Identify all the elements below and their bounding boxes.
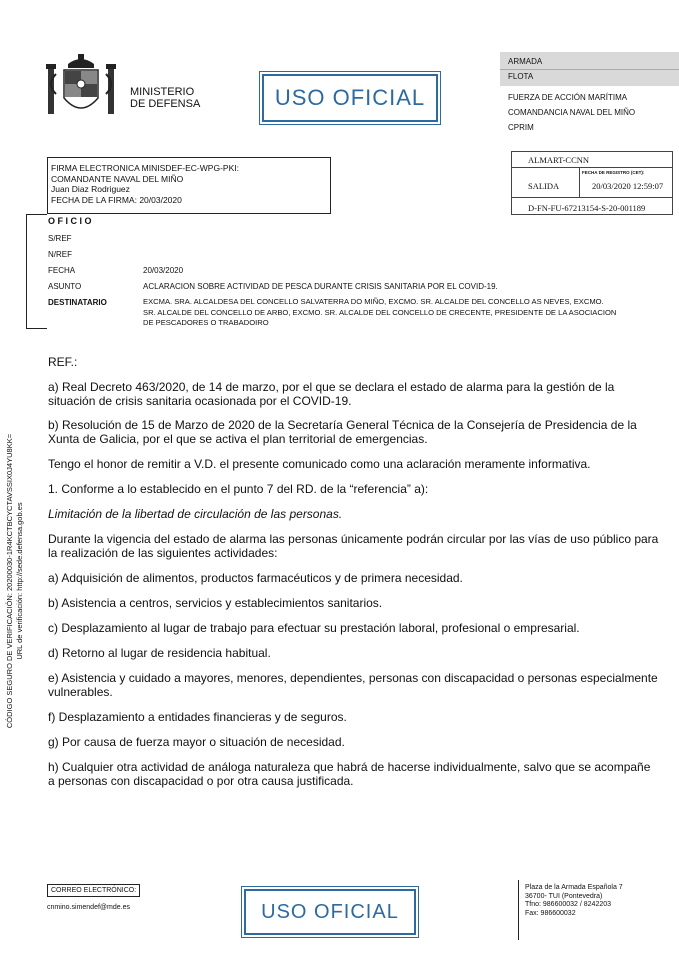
address-line2: 36700- TUI (Pontevedra): [525, 892, 603, 900]
ref-b-line1: b) Resolución de 15 de Marzo de 2020 de la Secretaría General Técnica de la Consejería de Presidencia de la: [48, 418, 637, 432]
registry-box: [511, 151, 673, 215]
registry-code: ALMART-CCNN: [528, 155, 590, 165]
list-item-b: b) Asistencia a centros, servicios y establecimientos sanitarios.: [48, 596, 383, 610]
list-item-g: g) Por causa de fuerza mayor o situación de necesidad.: [48, 735, 345, 749]
durante-line1: Durante la vigencia del estado de alarma las personas únicamente podrán circular por las vías de uso público para: [48, 532, 659, 546]
oficio-bracket: [26, 214, 47, 329]
address-block: [525, 884, 623, 918]
email-label: CORREO ELECTRÓNICO:: [47, 884, 140, 897]
destinatario-line2: SR. ALCALDE DEL CONCELLO DE ARBO, EXCMO. SR. ALCALDE DEL CONCELLO DE CRECENTE, PRESIDENTE DE LA ASOCIACION: [143, 307, 617, 317]
address-line1: Plaza de la Armada Española 7: [525, 884, 623, 891]
ministry-name: [130, 86, 200, 110]
honor-paragraph: Tengo el honor de remitir a V.D. el presente comunicado como una aclaración meramente informativa.: [48, 457, 591, 471]
ref-a-line1: a) Real Decreto 463/2020, de 14 de marzo, por el que se declara el estado de alarma para la gestión de la: [48, 380, 615, 394]
registry-type: SALIDA: [528, 181, 560, 191]
list-item-a: a) Adquisición de alimentos, productos farmacéuticos y de primera necesidad.: [48, 571, 463, 585]
durante-line2: la realización de las siguientes actividades:: [48, 546, 278, 560]
asunto-value: ACLARACION SOBRE ACTIVIDAD DE PESCA DURANTE CRISIS SANITARIA POR EL COVID-19.: [143, 282, 498, 291]
limitation-heading: Limitación de la libertad de circulación de las personas.: [48, 507, 343, 521]
list-item-e-line1: e) Asistencia y cuidado a mayores, menores, dependientes, personas con discapacidad o personas especialmente: [48, 671, 658, 685]
ministry-line2: DE DEFENSA: [130, 98, 201, 110]
list-item-f: f) Desplazamiento a entidades financieras y de seguros.: [48, 710, 347, 724]
list-item-e-line2: vulnerables.: [48, 685, 113, 699]
ref-a-line2: situación de crisis sanitaria ocasionada por el COVID-19.: [48, 394, 352, 408]
verification-code: CÓDIGO SEGURO DE VERIFICACIÓN: 20200030-1R4KCTBCYCTAVSSIX0J4YU8KK=: [5, 433, 14, 729]
verification-side-text: [5, 411, 25, 751]
signature-text: [51, 163, 239, 205]
uso-oficial-text: USO OFICIAL: [261, 900, 399, 923]
ref-b-line2: Xunta de Galicia, por el que se activa el plan territorial de emergencias.: [48, 432, 428, 446]
ref-a: [48, 380, 648, 408]
ministry-line1: MINISTERIO: [130, 86, 195, 98]
fecha-label: FECHA: [48, 266, 76, 275]
band-divider: [500, 69, 679, 70]
nref-label: N/REF: [48, 250, 72, 259]
point-1: 1. Conforme a lo establecido en el punto 7 del RD. de la “referencia” a):: [48, 482, 429, 496]
uso-oficial-stamp-bottom: [244, 889, 416, 935]
registry-date-label: FECHA DE REGISTRO (CET):: [582, 170, 645, 175]
address-divider: [518, 880, 519, 940]
list-item-h-line1: h) Cualquier otra actividad de análoga naturaleza que habrá de hacerse individualmente, salvo que se acompañe: [48, 760, 651, 774]
verification-url: URL de verificación: http://sede.defensa.gob.es: [15, 502, 24, 660]
signature-line1: FIRMA ELECTRONICA MINISDEF-EC-WPG-PKI:: [51, 163, 239, 173]
list-item-e: [48, 671, 658, 699]
destinatario-label: DESTINATARIO: [48, 298, 107, 307]
list-item-h-line2: a personas con discapacidad o por otra causa justificada.: [48, 774, 354, 788]
email-link[interactable]: cnmino.simendef@mde.es: [47, 904, 130, 911]
address-fax: Fax: 986600032: [525, 909, 576, 917]
unit-line3: CPRIM: [508, 123, 534, 132]
fecha-value: 20/03/2020: [143, 266, 184, 275]
list-item-c: c) Desplazamiento al lugar de trabajo para efectuar su prestación laboral, profesional o empresarial.: [48, 621, 580, 635]
signature-line2: COMANDANTE NAVAL DEL MIÑO: [51, 173, 184, 184]
registry-datetime: 20/03/2020 12:59:07: [592, 181, 664, 191]
sref-label: S/REF: [48, 234, 72, 243]
address-phone: Tfno: 986600032 / 8242203: [525, 901, 612, 908]
coat-of-arms-logo: [44, 54, 118, 122]
registry-id: D-FN-FU-67213154-S-20-001189: [528, 203, 646, 213]
destinatario-value: [143, 297, 616, 329]
ref-b: [48, 418, 648, 446]
destinatario-line3: DE PESCADORES O TRABADOIRO: [143, 318, 269, 327]
uso-oficial-text: USO OFICIAL: [274, 85, 426, 110]
durante-paragraph: [48, 532, 659, 560]
signature-line4: FECHA DE LA FIRMA: 20/03/2020: [51, 194, 182, 205]
destinatario-line1: EXCMA. SRA. ALCALDESA DEL CONCELLO SALVATERRA DO MIÑO, EXCMO. SR. ALCALDE DEL CONCELLO AS NEVES, EXCMO.: [143, 297, 604, 306]
flota-label: FLOTA: [508, 72, 534, 81]
list-item-h: [48, 760, 651, 788]
unit-line2: COMANDANCIA NAVAL DEL MIÑO: [508, 108, 636, 117]
armada-label: ARMADA: [508, 57, 543, 66]
asunto-label: ASUNTO: [48, 282, 82, 291]
list-item-d: d) Retorno al lugar de residencia habitual.: [48, 646, 271, 660]
unit-line1: FUERZA DE ACCIÓN MARÍTIMA: [508, 93, 628, 102]
ref-heading: REF.:: [48, 355, 78, 369]
signature-line3: Juan Diaz Rodriguez: [51, 184, 130, 194]
uso-oficial-stamp-top: [262, 74, 438, 122]
oficio-title: O F I C I O: [48, 216, 92, 226]
